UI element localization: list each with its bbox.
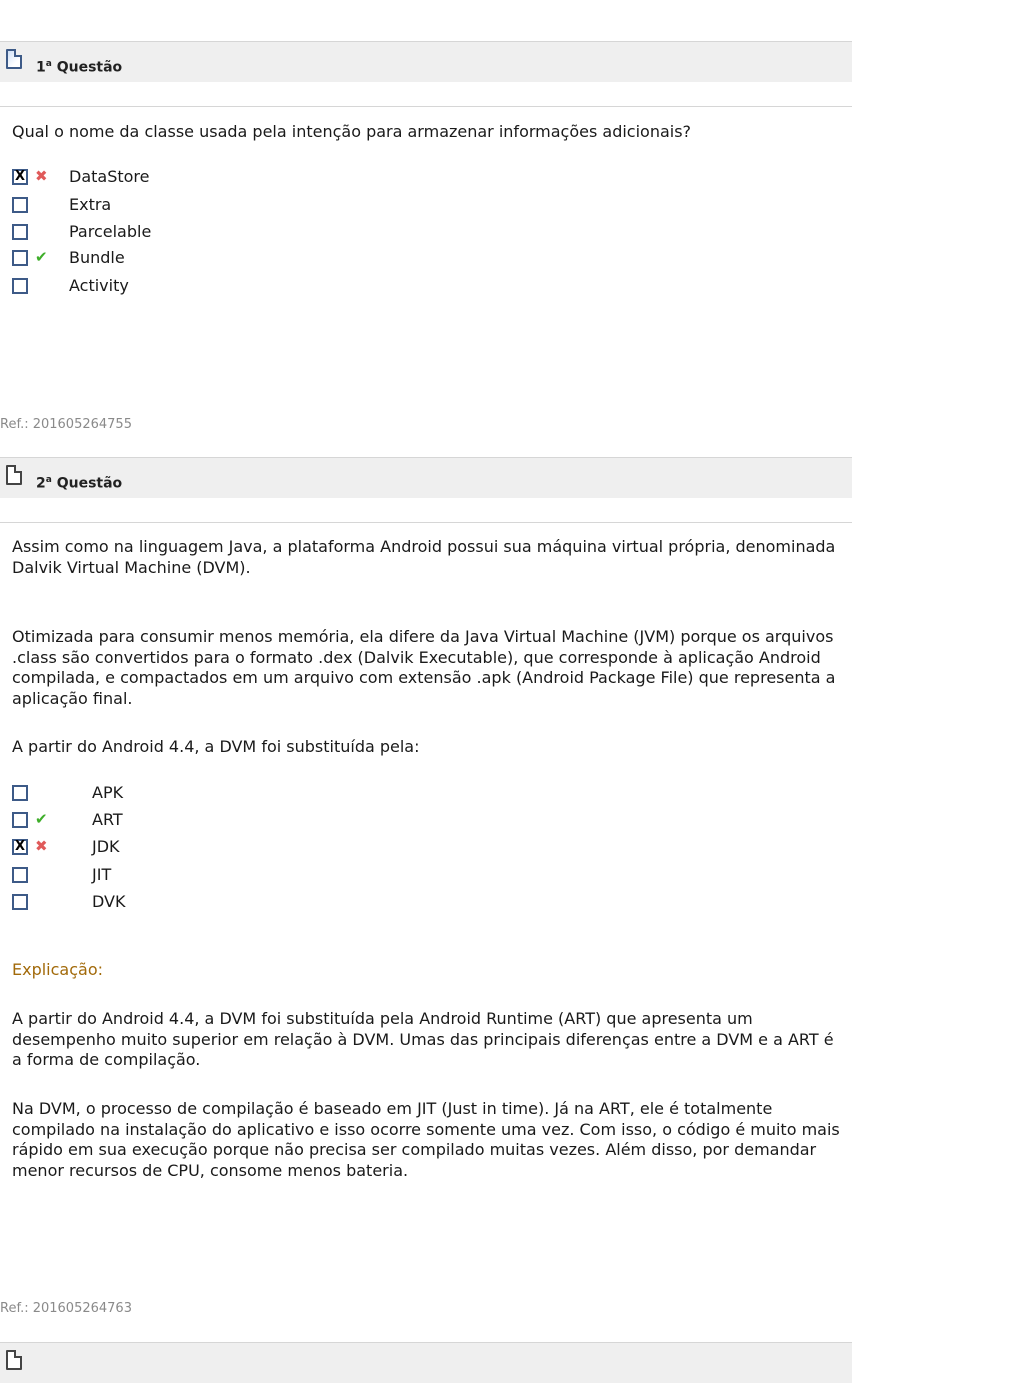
document-icon (6, 49, 22, 69)
reference-code: Ref.: 201605264755 (0, 417, 132, 432)
explanation-paragraph-2: Na DVM, o processo de compilação é baseado em JIT (Just in time). Já na ART, ele é totalmente compilado na instalação do aplicativo e isso ocorre somente uma vez. Com isso, o código é muito mais rápido em sua execução porque não precisa ser compilado muitas vezes. Além disso, por demandar menor recursos de CPU, consome menos bateria. (12, 1099, 840, 1180)
checkbox[interactable] (12, 867, 28, 883)
document-icon (6, 465, 22, 485)
explanation-heading: Explicação: (12, 960, 104, 979)
correct-icon: ✔ (35, 810, 48, 828)
q2-option-4[interactable] (12, 867, 412, 889)
checkbox[interactable] (12, 785, 28, 801)
option-label: JDK (92, 837, 120, 856)
question-1-title: 1$^a$ Questão (36, 59, 123, 76)
q2-option-1[interactable] (12, 785, 412, 807)
checkbox[interactable] (12, 197, 28, 213)
q1-option-1[interactable] (12, 169, 412, 191)
q2-option-2[interactable] (12, 812, 412, 834)
document-icon (6, 1350, 22, 1370)
q2-option-5[interactable] (12, 894, 412, 916)
checkbox[interactable] (12, 812, 28, 828)
checkbox[interactable] (12, 894, 28, 910)
question-1-header (0, 41, 852, 82)
option-label: Bundle (69, 248, 125, 267)
checkbox[interactable] (12, 278, 28, 294)
option-label: DVK (92, 892, 126, 911)
option-label: APK (92, 783, 124, 802)
explanation-paragraph-1: A partir do Android 4.4, a DVM foi substituída pela Android Runtime (ART) que apresenta um desempenho muito superior em relação à DVM. Umas das principais diferenças entre a DVM e a ART é a forma de compilação. (12, 1009, 834, 1069)
divider (0, 106, 852, 107)
q1-option-4[interactable] (12, 250, 412, 272)
reference-code: Ref.: 201605264763 (0, 1301, 132, 1316)
checkbox[interactable] (12, 224, 28, 240)
option-label: Extra (69, 195, 112, 214)
question-3-header (0, 1342, 852, 1383)
option-label: Parcelable (69, 222, 152, 241)
option-label: Activity (69, 276, 129, 295)
q2-option-3[interactable] (12, 839, 412, 861)
question-2-paragraph-3: A partir do Android 4.4, a DVM foi substituída pela: (12, 737, 420, 756)
option-label: ART (92, 810, 123, 829)
wrong-icon: ✖ (35, 167, 48, 185)
divider (0, 522, 852, 523)
question-2-paragraph-2: Otimizada para consumir menos memória, ela difere da Java Virtual Machine (JVM) porque os arquivos .class são convertidos para o formato .dex (Dalvik Executable), que corresponde à aplicação Android compilada, e compactados em um arquivo com extensão .apk (Android Package File) que representa a aplicação final. (12, 627, 836, 708)
question-1-text: Qual o nome da classe usada pela intenção para armazenar informações adicionais? (12, 122, 692, 141)
q1-option-5[interactable] (12, 278, 412, 300)
checkbox[interactable]: X (12, 169, 28, 185)
wrong-icon: ✖ (35, 837, 48, 855)
checkbox[interactable] (12, 250, 28, 266)
checkbox[interactable]: X (12, 839, 28, 855)
q1-option-3[interactable] (12, 224, 412, 246)
question-2-title: 2$^a$ Questão (36, 475, 123, 492)
question-2-header (0, 457, 852, 498)
question-2-paragraph-1: Assim como na linguagem Java, a plataforma Android possui sua máquina virtual própria, denominada Dalvik Virtual Machine (DVM). (12, 537, 836, 577)
q1-option-2[interactable] (12, 197, 412, 219)
option-label: JIT (92, 865, 112, 884)
correct-icon: ✔ (35, 248, 48, 266)
option-label: DataStore (69, 167, 150, 186)
